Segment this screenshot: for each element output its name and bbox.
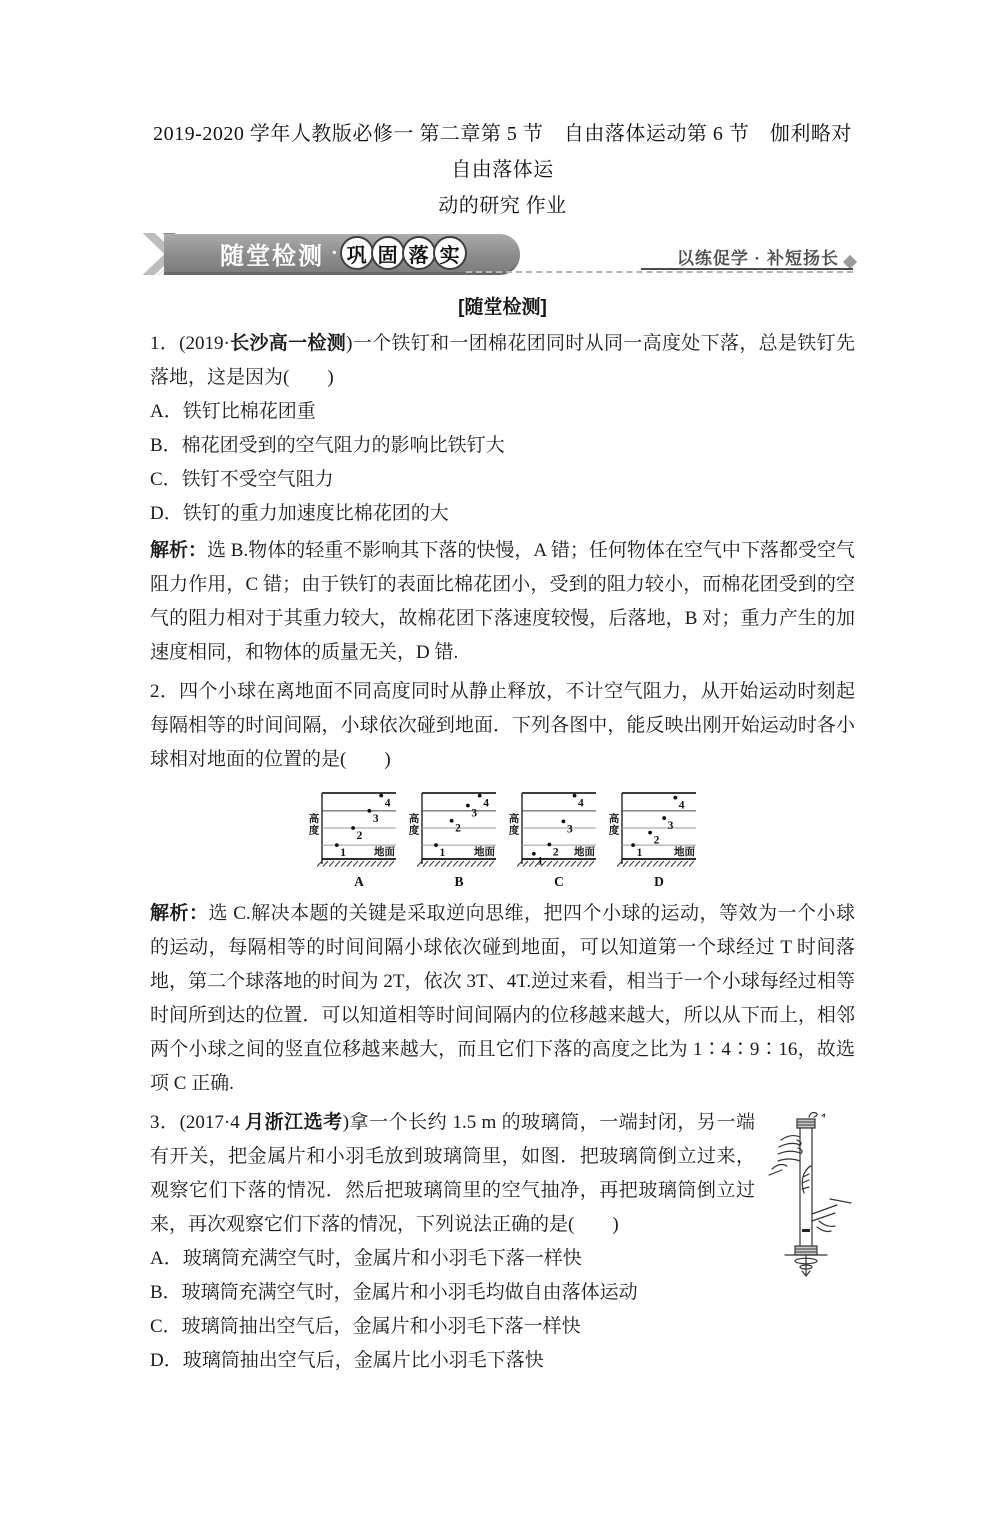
svg-text:地面: 地面 bbox=[573, 846, 595, 858]
q1-option-a: A．铁钉比棉花团重 bbox=[150, 401, 316, 422]
svg-text:3: 3 bbox=[566, 823, 573, 836]
section-banner bbox=[150, 232, 855, 280]
svg-text:高度: 高度 bbox=[608, 813, 619, 837]
document-title-line2: 动的研究 作业 bbox=[438, 195, 567, 217]
q1-option-c: C．铁钉不受空气阻力 bbox=[150, 469, 334, 490]
q1-analysis-text: 选 B.物体的轻重不影响其下落的快慢，A 错；任何物体在空气中下落都受空气阻力作用，C 错；由于铁钉的表面比棉花团小，受到的阻力较小，而棉花团受到的空气的阻力相对于其重力较大，故棉花团下落速度较慢，后落地，B 对；重力产生的加速度相同，和物体的质量无关，D 错. bbox=[150, 540, 855, 663]
q2-figure bbox=[150, 787, 855, 889]
svg-text:地面: 地面 bbox=[373, 846, 395, 858]
svg-text:高度: 高度 bbox=[508, 813, 519, 837]
svg-text:高度: 高度 bbox=[408, 813, 419, 837]
q1-number: 1． bbox=[150, 333, 180, 354]
q2-panel-A bbox=[308, 787, 398, 889]
q3-source-tag: 月浙江选考 bbox=[245, 1112, 343, 1133]
q1-option-b: B．棉花团受到的空气阻力的影响比铁钉大 bbox=[150, 435, 505, 456]
svg-text:4: 4 bbox=[482, 797, 489, 810]
svg-text:A: A bbox=[353, 874, 364, 889]
svg-text:1: 1 bbox=[439, 847, 445, 860]
q3-stem bbox=[150, 1106, 855, 1242]
svg-text:2: 2 bbox=[552, 846, 559, 859]
q3-option-c: C．玻璃筒抽出空气后，金属片和小羽毛下落一样快 bbox=[150, 1316, 581, 1337]
document-title-line1: 2019-2020 学年人教版必修一 第二章第 5 节 自由落体运动第 6 节 伽利略对自由落体运 bbox=[153, 123, 852, 181]
svg-text:1: 1 bbox=[536, 855, 543, 868]
svg-text:3: 3 bbox=[372, 812, 379, 825]
q3-option-b: B．玻璃筒充满空气时，金属片和小羽毛均做自由落体运动 bbox=[150, 1282, 638, 1303]
svg-text:3: 3 bbox=[667, 820, 673, 833]
svg-text:2: 2 bbox=[653, 834, 659, 847]
banner-solid-rule bbox=[641, 268, 853, 270]
svg-text:2: 2 bbox=[454, 822, 461, 835]
banner-slogan: 以练促学 · 补短扬长 bbox=[676, 249, 839, 268]
q3-stem-pre: (2017·4 bbox=[179, 1112, 246, 1133]
q3-option-a: A．玻璃筒充满空气时，金属片和小羽毛下落一样快 bbox=[150, 1248, 582, 1269]
banner-circled-char-3: 落 bbox=[402, 236, 436, 270]
q1-stem bbox=[150, 327, 855, 395]
svg-text:1: 1 bbox=[636, 847, 642, 860]
svg-text:4: 4 bbox=[577, 797, 584, 810]
q2-number: 2． bbox=[150, 681, 180, 702]
q2-panel-D bbox=[608, 787, 698, 889]
svg-text:C: C bbox=[553, 874, 564, 889]
q1-stem-post: )一个铁钉和一团棉花团同时从同一高度处下落，总是铁钉先落地，这是因为( ) bbox=[150, 333, 855, 388]
q2-stem-text: 四个小球在离地面不同高度同时从静止释放，不计空气阻力，从开始运动时刻起每隔相等的时间间隔，小球依次碰到地面．下列各图中，能反映出刚开始运动时各小球相对地面的位置的是( ) bbox=[150, 681, 855, 770]
q2-analysis-text: 选 C.解决本题的关键是采取逆向思维，把四个小球的运动，等效为一个小球的运动，每隔相等的时间间隔小球依次碰到地面，可以知道第一个球经过 T 时间落地，第二个球落地的时间为 2T，依次 3T、4T.逆过来看，相当于一个小球每经过相等时间所到达的位置．可以知道相等时间间隔内的位移越来越大，所以从下而上，相邻两个小球之间的竖直位移越来越大，而且它们下落的高度之比为 1∶4∶9∶16，故选项 C 正确. bbox=[150, 903, 855, 1094]
svg-text:3: 3 bbox=[470, 807, 477, 820]
svg-text:4: 4 bbox=[678, 799, 685, 812]
q2-analysis-label: 解析： bbox=[150, 903, 209, 924]
q1-analysis bbox=[150, 534, 855, 670]
q1-option-d: D．铁钉的重力加速度比棉花团的大 bbox=[150, 503, 449, 524]
q2-panel-C bbox=[508, 787, 598, 889]
svg-text:地面: 地面 bbox=[673, 846, 695, 858]
banner-dot-separator: · bbox=[331, 241, 338, 264]
banner-circled-char-1: 巩 bbox=[340, 236, 374, 270]
banner-title: 随堂检测 bbox=[220, 242, 324, 270]
diamond-icon bbox=[843, 255, 857, 269]
svg-text:4: 4 bbox=[384, 797, 390, 810]
q2-analysis bbox=[150, 897, 855, 1101]
q2-stem bbox=[150, 675, 855, 777]
svg-text:2: 2 bbox=[356, 829, 362, 842]
banner-dashed-rule bbox=[466, 271, 853, 273]
q2-panel-B bbox=[408, 787, 498, 889]
q3-number: 3． bbox=[150, 1112, 180, 1133]
section-label: [随堂检测] bbox=[458, 297, 547, 318]
banner-bar bbox=[164, 234, 520, 275]
svg-text:高度: 高度 bbox=[308, 813, 319, 837]
svg-text:B: B bbox=[453, 874, 464, 889]
svg-text:1: 1 bbox=[339, 847, 346, 860]
q1-source-tag: 长沙高一检测 bbox=[229, 333, 347, 354]
q3-option-d: D．玻璃筒抽出空气后，金属片比小羽毛下落快 bbox=[150, 1350, 544, 1371]
glass-tube-figure bbox=[767, 1108, 855, 1280]
banner-circled-char-4: 实 bbox=[433, 236, 467, 270]
svg-text:D: D bbox=[653, 874, 664, 889]
svg-text:地面: 地面 bbox=[473, 846, 495, 858]
document-title bbox=[150, 116, 855, 224]
q3-stem-post: )拿一个长约 1.5 m 的玻璃筒，一端封闭，另一端有开关，把金属片和小羽毛放到玻璃筒里，如图．把玻璃筒倒立过来，观察它们下落的情况．然后把玻璃筒里的空气抽净，再把玻璃筒倒立过来，再次观察它们下落的情况，下列说法正确的是( ) bbox=[150, 1112, 755, 1235]
banner-circled-char-2: 固 bbox=[371, 236, 405, 270]
q1-analysis-label: 解析： bbox=[150, 540, 208, 561]
q1-stem-pre: (2019· bbox=[179, 333, 230, 354]
